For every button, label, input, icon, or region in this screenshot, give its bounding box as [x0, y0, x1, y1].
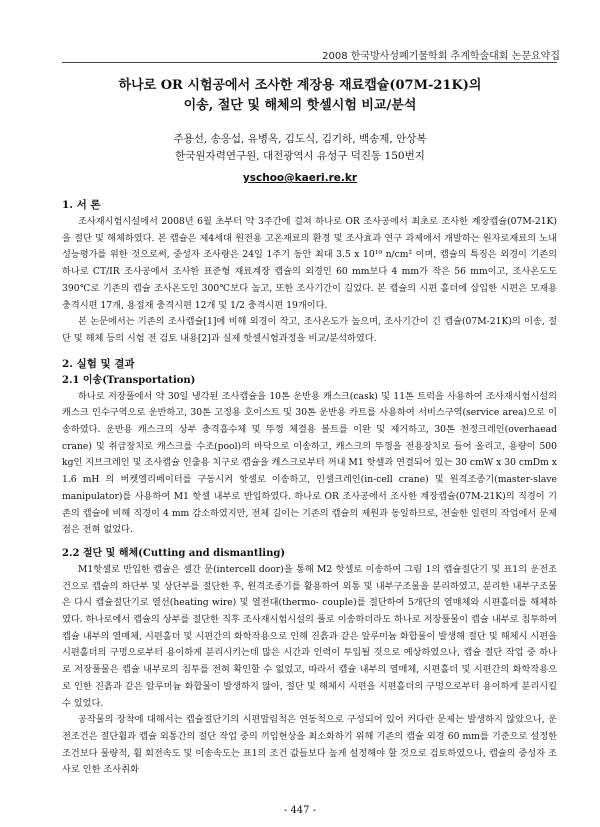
- transportation-paragraph: 하나로 저장풀에서 약 30일 냉각된 조사캡슐을 10톤 운반용 캐스크(cask) 및 11톤 트럭을 사용하여 조사재시험시설의 캐스크 인수구역으로 운반하고, 30톤 고정용 호이스트 및 30톤 운반용 카트를 사용하여 서비스구역(service area)으로 이송하였다. 운반용 캐스크의 상부 충격흡수체 및 뚜껑 체결용 볼트를 이완 및 제거하고, 30톤 천정크레인(overhaead crane) 및 취급장치로 캐스크를 수조(pool)의 바닥으로 이송하고, 캐스크의 뚜껑을 전용장치로 들어 올리고, 용량이 500 kg인 지브크레인 및 조사캡슐 인출용 치구로 캡슐을 캐스크로부터 꺼내 M1 핫셀과 연결되어 있는 30 cmW x 30 cmDm x 1.6 mH 의 버켓엘리베이터를 구동시켜 핫셀로 이송하고, 인셀크레인(in-cell crane) 및 원격조종기(master-slave manipulator)를 사용하여 M1 핫셀 내부로 반입하였다. 하나로 OR 조사공에서 조사한 계장캡슐(07M-21K)의 직경이 기존의 캡슐에 비해 직경이 4 mm 감소하였지만, 전체 길이는 기존의 캡슐의 제원과 동일하므로, 전술한 일련의 작업에서 문제점은 전혀 없었다.: [62, 390, 557, 536]
- subsection-heading-cutting: 2.2 절단 및 해체(Cutting and dismantling): [62, 547, 286, 559]
- author-affiliation: 한국원자력연구원, 대전광역시 유성구 덕진동 150번지: [175, 150, 425, 162]
- intro-paragraph-2: 본 논문에서는 기존의 조사캡슐[1]에 비해 외경이 작고, 조사온도가 높으며, 조사기간이 긴 캡슐(07M-21K)의 이송, 절단 및 해체 등의 시험 전 검토 내용[2]과 실제 핫셀시험과정을 비교/분석하였다.: [62, 316, 557, 344]
- author-block: [0, 131, 600, 165]
- section-heading-experiment: 2. 실험 및 결과: [62, 357, 135, 370]
- page-number: - 447 -: [283, 805, 317, 816]
- section-heading-introduction: 1. 서 론: [62, 199, 101, 211]
- intro-paragraph-1: 조사재시험시설에서 2008년 6월 초부터 약 3주간에 걸쳐 하나로 OR 조사공에서 최초로 조사한 계장캡슐(07M-21K)을 절단 및 해체하였다. 본 캡슐은 제4세대 원전용 고온재료의 환경 및 조사효과 연구 과제에서 개발하는 원자로재료의 노내 성능평가를 위한 것으로써, 중성자 조사량은 24일 1주기 동안 최대 3.5 x 10¹⁹ n/cm² 이며, 캡슐의 특징은 외경이 기존의 하나로 CT/IR 조사공에서 조사한 표준형 재료계장 캡슐의 외경인 60 mm보다 4 mm가 작은 56 mm이고, 조사온도도 390℃로 기존의 캡슐 조사온도인 300℃보다 높고, 또한 조사기간이 길었다. 본 캡슐의 시편 홀더에 삽입한 시편은 모재용 충격시편 17개, 용접재 충격시편 12개 및 1/2 충격시편 19개이다.: [62, 216, 557, 311]
- title-line-2: 이송, 절단 및 해체의 핫셀시험 비교/분석: [183, 98, 417, 113]
- paper-title: [0, 76, 600, 116]
- author-names: 주용선, 송응섭, 유병옥, 김도식, 김기하, 백송제, 안상복: [173, 133, 427, 145]
- header-divider: [62, 62, 557, 63]
- paper-body: [62, 196, 557, 779]
- subsection-heading-transportation: 2.1 이송(Transportation): [62, 374, 196, 386]
- conference-header: 2008 한국방사성폐기물학회 추계학술대회 논문요약집: [322, 51, 560, 62]
- cutting-paragraph-2: 공작물의 장착에 대해서는 캡슐절단기의 시편말림척은 연동척으로 구성되어 있어 커다란 문제는 발생하지 않았으나, 운전조건은 절단휠과 캡슐 외통간의 절단 작업 중의 끼임현상을 최소화하기 위해 기존의 캡슐 외경 60 mm를 기준으로 설정한 조건보다 물량적, 휠 회전속도 및 이송속도는 표1의 조건 값들보다 높게 설정해야 할 것으로 검토하였으나, 캡슐의 중성자 조사로 인한 조사취화: [62, 714, 557, 776]
- email-link[interactable]: yschoo@kaeri.re.kr: [242, 172, 358, 184]
- contact-email: [0, 172, 600, 184]
- title-line-1: 하나로 OR 시험공에서 조사한 계장용 재료캡슐(07M-21K)의: [118, 78, 482, 93]
- cutting-paragraph-1: M1핫셀로 반입한 캡슐은 셀간 문(intercell door)을 통해 M2 핫셀로 이송하여 그림 1의 캡슐절단기 및 표1의 운전조건으로 캡슐의 하단부 및 상단부를 절단한 후, 원격조종기를 활용하여 외통 및 내부구조물을 분리하였고, 분리한 내부구조물은 다시 캡슐절단기로 열선(heating wire) 및 열전대(thermo- couple)를 절단하여 5개단의 열매체와 시편홀더를 해체하였다. 하나로에서 캡슐의 상부를 절단한 직후 조사재시험시설의 풀로 이송하더라도 하나로 저장풀물이 캡슐 내부로 침투하여 캡슐 내부의 열매체, 시편홀더 및 시편간의 화학작용으로 인해 진흙과 같은 알루미늄 화합물이 발생해 절단 및 해체시 시편을 시편홀더의 구멍으로부터 용이하게 분리시키는데 많은 시간과 인력이 투입될 것으로 예상하였으나, 캡슐 절단 작업 중 하나로 저장풀물은 캡슐 내부로의 침투를 전혀 확인할 수 없었고, 따라서 캡슐 내부의 열매체, 시편홀더 및 시편간의 화학작용으로 인한 진흙과 같은 알루미늄 화합물이 발생하지 않아, 절단 및 해체시 시편을 시편홀더의 구멍으로부터 용이하게 분리시킬 수 있었다.: [62, 563, 557, 709]
